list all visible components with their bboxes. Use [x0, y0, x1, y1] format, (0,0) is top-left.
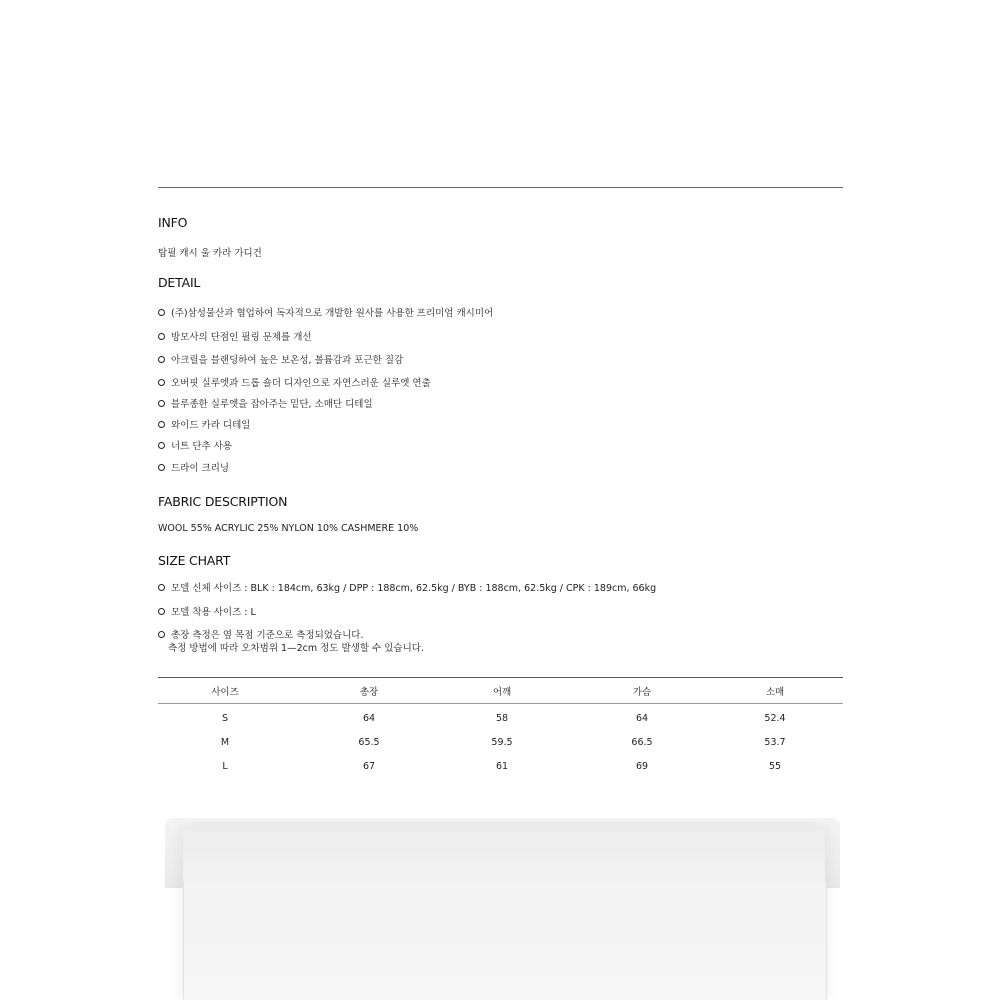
detail-item-text: 와이드 카라 디테일: [171, 420, 251, 431]
size-note: [158, 627, 363, 641]
detail-item-text: 드라이 크리닝: [171, 463, 230, 474]
size-note: [158, 580, 656, 594]
table-cell: 61: [495, 761, 509, 772]
size-chart-heading: SIZE CHART: [158, 553, 231, 568]
table-cell: 69: [635, 761, 649, 772]
table-cell: 66.5: [631, 737, 653, 748]
table-cell: 65.5: [358, 737, 380, 748]
detail-item-text: 오버핏 실루엣과 드롭 숄더 디자인으로 자연스러운 실루엣 연출: [171, 378, 431, 389]
table-header-cell: 가슴: [632, 687, 652, 698]
table-header-cell: 어깨: [492, 687, 512, 698]
circle-bullet-icon: [158, 584, 165, 591]
detail-item-text: 방모사의 단점인 필링 문제를 개선: [171, 332, 312, 343]
top-divider: [158, 187, 843, 188]
detail-item: [158, 352, 403, 366]
size-note-text: 총장 측정은 옆 목점 기준으로 측정되었습니다.: [171, 630, 364, 641]
table-cell: 53.7: [764, 737, 786, 748]
circle-bullet-icon: [158, 309, 165, 316]
fabric-composition: WOOL 55% ACRYLIC 25% NYLON 10% CASHMERE 10%: [158, 523, 419, 534]
table-cell: 59.5: [491, 737, 513, 748]
table-cell: 64: [362, 713, 376, 724]
display-pedestal-face: [183, 882, 827, 1000]
table-cell: 64: [635, 713, 649, 724]
circle-bullet-icon: [158, 333, 165, 340]
detail-item-text: (주)삼성물산과 협업하여 독자적으로 개발한 원사를 사용한 프리미엄 캐시미어: [171, 308, 494, 319]
size-note: [158, 604, 256, 618]
circle-bullet-icon: [158, 400, 165, 407]
table-header-border: [158, 703, 843, 704]
detail-item: [158, 438, 232, 452]
circle-bullet-icon: [158, 631, 165, 638]
table-cell: L: [222, 761, 228, 772]
circle-bullet-icon: [158, 464, 165, 471]
detail-item: [158, 305, 493, 319]
table-cell: 52.4: [764, 713, 786, 724]
size-note-text: 모델 신체 사이즈 : BLK : 184cm, 63kg / DPP : 188cm, 62.5kg / BYB : 188cm, 62.5kg / CPK : 189cm, 66kg: [171, 583, 657, 594]
size-note-text: 모델 착용 사이즈 : L: [171, 607, 256, 618]
table-header-cell: 소매: [765, 687, 785, 698]
circle-bullet-icon: [158, 379, 165, 386]
table-header-cell: 사이즈: [211, 687, 239, 698]
table-cell: 55: [768, 761, 782, 772]
detail-item: [158, 396, 373, 410]
size-note-continuation: 측정 방법에 따라 오차범위 1—2cm 정도 발생할 수 있습니다.: [168, 643, 424, 654]
detail-item: [158, 329, 312, 343]
detail-item-text: 너트 단추 사용: [171, 441, 233, 452]
table-cell: 58: [495, 713, 509, 724]
detail-item: [158, 460, 229, 474]
table-header-cell: 총장: [359, 687, 379, 698]
circle-bullet-icon: [158, 356, 165, 363]
circle-bullet-icon: [158, 442, 165, 449]
detail-item: [158, 375, 431, 389]
table-cell: 67: [362, 761, 376, 772]
circle-bullet-icon: [158, 608, 165, 615]
info-heading: INFO: [158, 215, 188, 230]
detail-item-text: 블루종한 실루엣을 잡아주는 밑단, 소매단 디테일: [171, 399, 373, 410]
detail-heading: DETAIL: [158, 275, 201, 290]
fabric-heading: FABRIC DESCRIPTION: [158, 494, 288, 509]
detail-item-text: 아크릴을 블랜딩하여 높은 보온성, 볼륨감과 포근한 질감: [171, 355, 404, 366]
table-top-border: [158, 677, 843, 678]
table-cell: M: [220, 737, 230, 748]
circle-bullet-icon: [158, 421, 165, 428]
product-name: 탑필 캐시 울 카라 가디건: [158, 248, 262, 259]
detail-item: [158, 417, 250, 431]
table-cell: S: [221, 713, 229, 724]
